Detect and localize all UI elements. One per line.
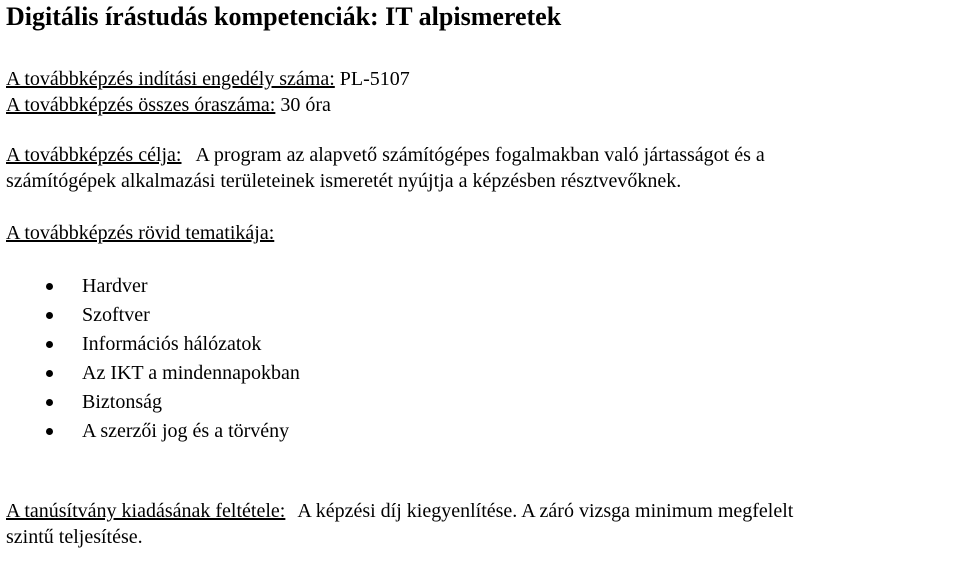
topic-text: Biztonság <box>82 391 162 413</box>
hours-line <box>6 92 956 118</box>
permit-line <box>6 66 956 92</box>
topic-text: A szerzői jog és a törvény <box>82 420 290 442</box>
goal-label: A továbbképzés célja: <box>6 144 182 166</box>
list-item <box>6 330 956 359</box>
topic-text: Szoftver <box>82 304 150 326</box>
meta-block <box>6 66 956 118</box>
document-title: Digitális írástudás kompetenciák: IT alpismeretek <box>6 2 562 31</box>
goal-text-2: számítógépek alkalmazási területeinek ismeretét nyújtja a képzésben résztvevőknek. <box>6 170 682 192</box>
bullet-icon <box>46 370 53 377</box>
hours-value: 30 óra <box>280 94 331 116</box>
permit-label: A továbbképzés indítási engedély száma: <box>6 68 335 90</box>
goal-text-1: A program az alapvető számítógépes fogalmakban való jártasságot és a <box>195 144 765 166</box>
thematic-label: A továbbképzés rövid tematikája: <box>6 222 275 244</box>
certificate-line-1 <box>6 498 956 524</box>
bullet-icon <box>46 283 53 290</box>
bullet-icon <box>46 341 53 348</box>
topic-text: Hardver <box>82 275 148 297</box>
topic-list <box>6 272 956 446</box>
bullet-icon <box>46 312 53 319</box>
certificate-section <box>6 498 956 550</box>
certificate-text-2: szintű teljesítése. <box>6 526 143 548</box>
hours-label: A továbbképzés összes óraszáma: <box>6 94 276 116</box>
topic-text: Az IKT a mindennapokban <box>82 362 300 384</box>
permit-value: PL-5107 <box>339 68 410 90</box>
goal-section <box>6 142 956 194</box>
bullet-icon <box>46 399 53 406</box>
certificate-text-1: A képzési díj kiegyenlítése. A záró vizsga minimum megfelelt <box>297 500 794 522</box>
topic-text: Információs hálózatok <box>82 333 262 355</box>
list-item <box>6 301 956 330</box>
list-item <box>6 388 956 417</box>
list-item <box>6 359 956 388</box>
certificate-label: A tanúsítvány kiadásának feltétele: <box>6 500 286 522</box>
goal-line-1 <box>6 142 956 168</box>
list-item <box>6 417 956 446</box>
bullet-icon <box>46 428 53 435</box>
document-page <box>6 0 956 550</box>
list-item <box>6 272 956 301</box>
